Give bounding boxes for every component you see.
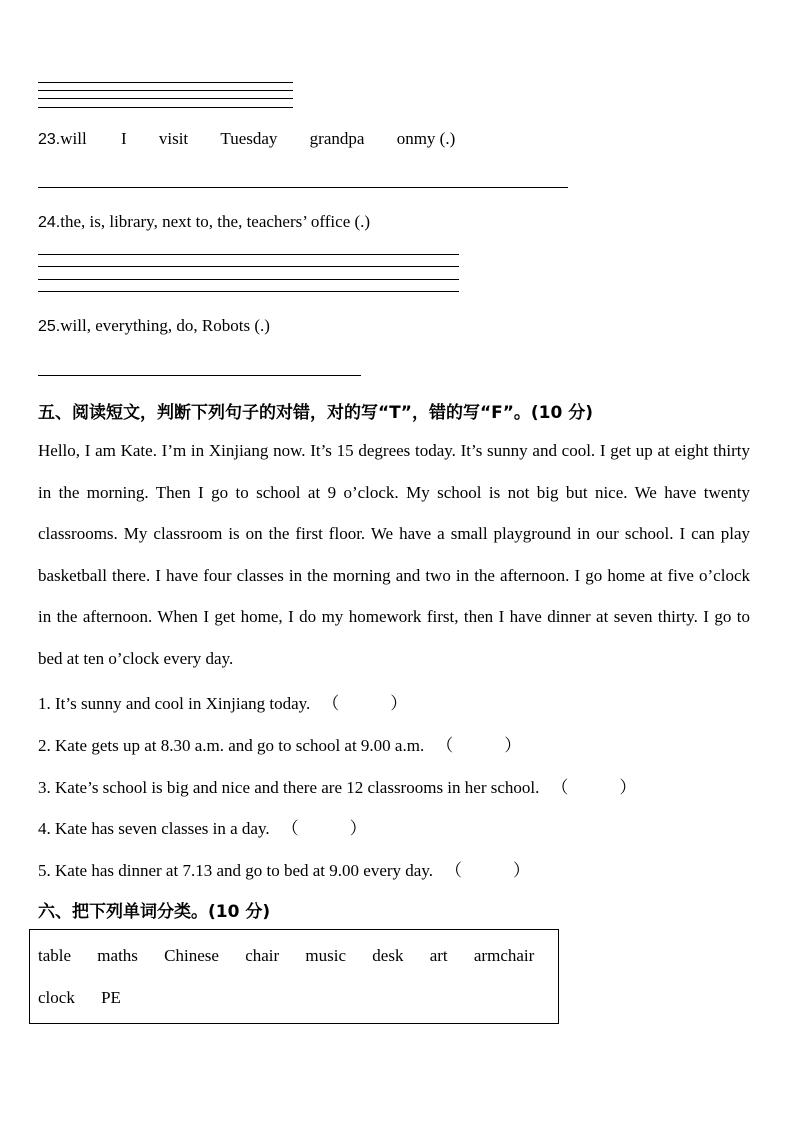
- answer-line: [38, 82, 293, 83]
- statement-text: 5. Kate has dinner at 7.13 and go to bed at 9.00 every day.: [38, 861, 433, 880]
- statement-2: [38, 731, 521, 756]
- answer-line: [38, 90, 293, 91]
- word: maths: [97, 946, 138, 965]
- question-text: will, everything, do, Robots (.): [60, 316, 270, 335]
- word: onmy (.): [396, 129, 456, 148]
- answer-line: [38, 266, 459, 267]
- word: art: [429, 946, 448, 965]
- answer-line: [38, 375, 361, 376]
- statement-1: [38, 689, 407, 714]
- statement-text: 4. Kate has seven classes in a day.: [38, 819, 270, 838]
- word: Tuesday: [220, 129, 278, 148]
- statement-text: 2. Kate gets up at 8.30 a.m. and go to school at 9.00 a.m.: [38, 736, 425, 755]
- word: PE: [101, 988, 121, 1007]
- section-5-heading: 五、阅读短文，判断下列句子的对错，对的写“T”，错的写“F”。(10 分): [38, 403, 594, 423]
- word: visit: [158, 129, 189, 148]
- statement-5: [38, 856, 530, 881]
- word: clock: [38, 988, 75, 1007]
- answer-line: [38, 291, 459, 292]
- question-24: [38, 212, 370, 232]
- question-text: the, is, library, next to, the, teachers’ office (.): [60, 212, 371, 231]
- word: grandpa: [309, 129, 365, 148]
- answer-parentheses: （ ）: [436, 736, 522, 755]
- answer-parentheses: （ ）: [281, 819, 367, 838]
- reading-passage: Hello, I am Kate. I’m in Xinjiang now. It’s 15 degrees today. It’s sunny and cool. I get up at eight thirty in the morning. Then I go to school at 9 o’clock. My school is not big but nice. We have twenty classrooms. My classroom is on the first floor. We have a small playground in our school. I can play basketball there. I have four classes in the morning and two in the afternoon. I go home at five o’clock in the afternoon. When I get home, I do my homework first, then I have dinner at seven thirty. I go to bed at ten o’clock every day.: [38, 441, 750, 668]
- answer-parentheses: （ ）: [322, 694, 408, 713]
- word: Chinese: [164, 946, 219, 965]
- statement-text: 3. Kate’s school is big and nice and there are 12 classrooms in her school.: [38, 778, 540, 797]
- answer-parentheses: （ ）: [444, 861, 530, 880]
- word-row: [38, 988, 121, 1008]
- answer-line: [38, 98, 293, 99]
- answer-line: [38, 254, 459, 255]
- word: table: [38, 946, 72, 965]
- word: armchair: [473, 946, 535, 965]
- question-number: 24.: [38, 214, 61, 231]
- word-box: [29, 929, 559, 1024]
- statement-text: 1. It’s sunny and cool in Xinjiang today.: [38, 694, 311, 713]
- section-6-heading: 六、把下列单词分类。(10 分): [38, 902, 271, 922]
- word: will: [60, 129, 87, 148]
- answer-parentheses: （ ）: [551, 778, 637, 797]
- statement-4: [38, 814, 367, 839]
- word: desk: [372, 946, 404, 965]
- question-25: [38, 316, 270, 336]
- answer-line: [38, 107, 293, 108]
- word: chair: [245, 946, 280, 965]
- question-23: [38, 129, 455, 149]
- word: music: [305, 946, 347, 965]
- word-row: [38, 946, 534, 966]
- answer-line: [38, 279, 459, 280]
- word: I: [120, 129, 127, 148]
- answer-line: [38, 187, 568, 188]
- question-number: 23.: [38, 131, 61, 148]
- statement-3: [38, 773, 636, 798]
- question-number: 25.: [38, 318, 61, 335]
